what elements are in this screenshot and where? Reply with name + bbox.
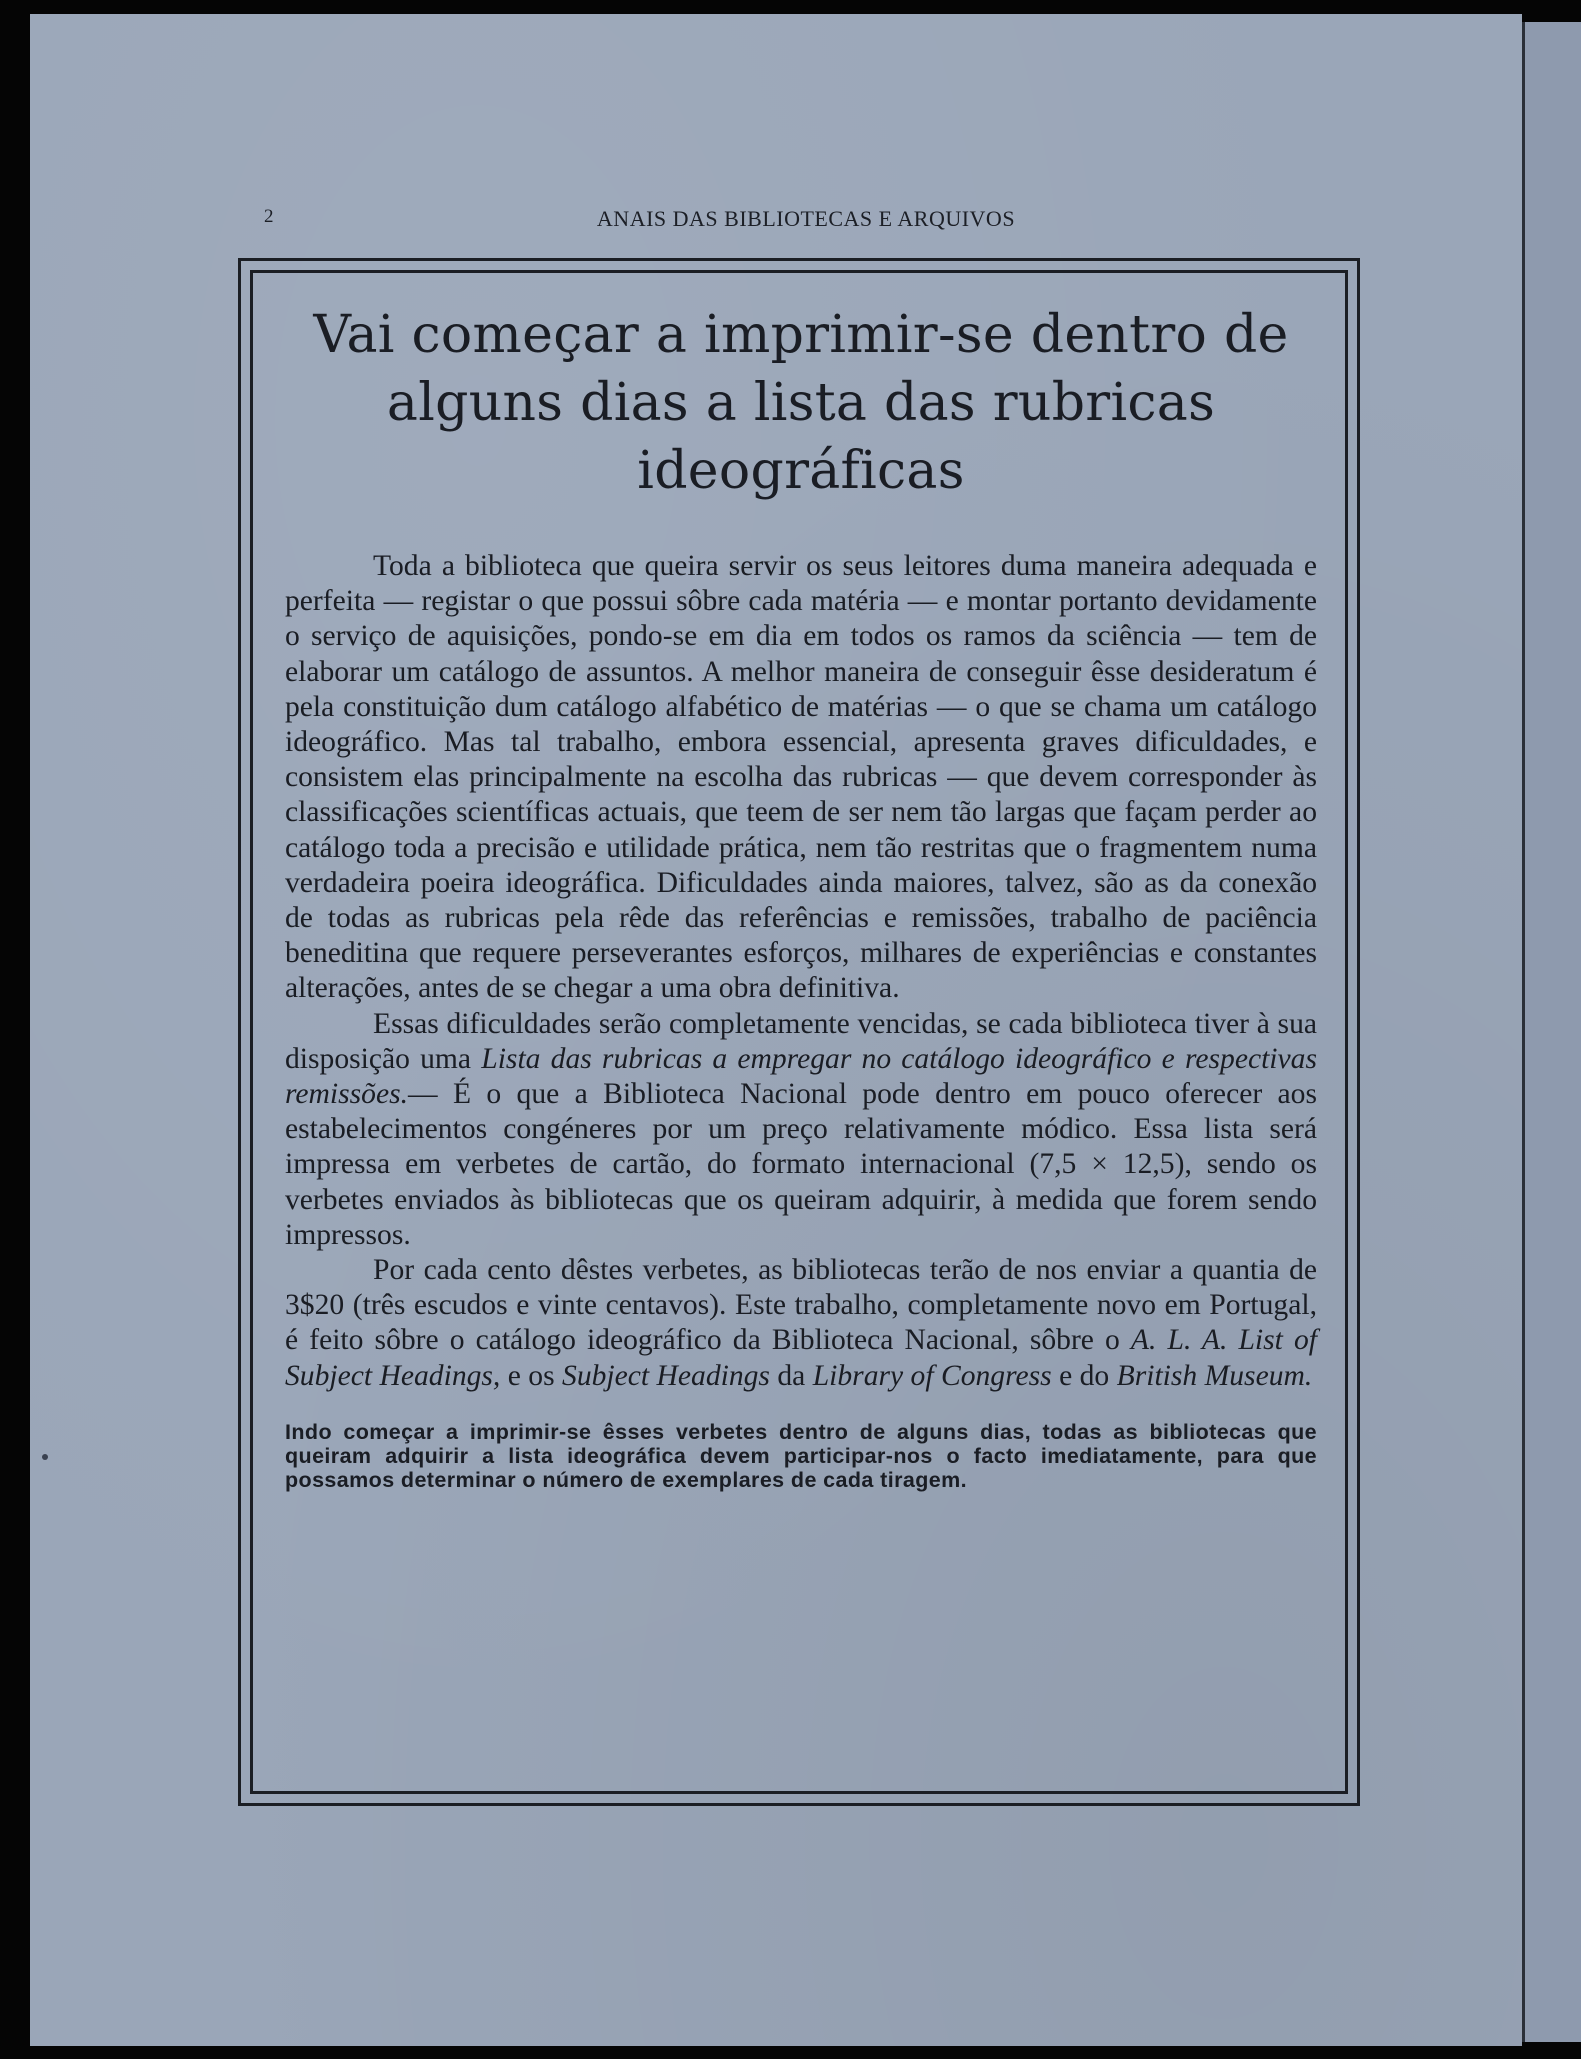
notice-headline: Vai começar a imprimir-se dentro de alguns dias a lista das rubricas ideográficas — [313, 305, 1289, 501]
page-number: 2 — [264, 206, 274, 227]
notice-body — [285, 549, 1317, 1394]
notice-content — [285, 301, 1317, 1771]
paragraph-2-start: Essas dificuldades serão completamente vencidas, se cada biblioteca tiver à sua disposição uma — [285, 1007, 1317, 1075]
notice-box — [250, 270, 1348, 1794]
paper-speck — [42, 1454, 48, 1460]
paragraph-3-mid-2: da — [777, 1359, 806, 1392]
running-head — [30, 206, 1522, 236]
paragraph-3-italic-4: British Museum. — [1116, 1359, 1313, 1392]
paragraph-2-italic: Lista das rubricas a empregar no catálogo ideográfico e respectivas remissões. — [285, 1042, 1317, 1111]
paragraph-3-italic-1: A. L. A. List of Subject Headings, — [285, 1324, 1317, 1392]
paragraph-3-start: Por cada cento dêstes verbetes, as bibliotecas terão de nos enviar a quantia de 3$20 (três escudos e vinte centavos). Este trabalho, completamente novo em Portugal, é feito sôbre o catálogo ideográfico da Biblioteca Nacional, sôbre o — [285, 1254, 1317, 1357]
adjacent-page-edge — [1522, 22, 1581, 2042]
paragraph-3-italic-2: Subject Headings — [562, 1359, 770, 1392]
paragraph-2 — [285, 1007, 1317, 1253]
paragraph-3-italic-3: Library of Congress — [812, 1359, 1052, 1392]
paragraph-2-end: — É o que a Biblioteca Nacional pode dentro em pouco oferecer aos estabelecimentos congéneres por um preço relativamente módico. Essa lista será impressa em verbetes de cartão, do formato internacional (7,5 × 12,5), sendo os verbetes enviados às bibliotecas que os queiram adquirir, à medida que forem sendo impressos. — [285, 1078, 1317, 1251]
journal-title: ANAIS DAS BIBLIOTECAS E ARQUIVOS — [596, 206, 1016, 231]
closing-notice: Indo começar a imprimir-se êsses verbetes dentro de alguns dias, todas as bibliotecas que queiram adquirir a lista ideográfica devem participar-nos o facto imediatamente, para que possamos determinar o número de exemplares de cada tiragem. — [285, 1419, 1317, 1492]
document-page — [30, 14, 1522, 2046]
paragraph-3-mid-3: e do — [1059, 1359, 1110, 1392]
paragraph-1: Toda a biblioteca que queira servir os seus leitores duma maneira adequada e perfeita — registar o que possui sôbre cada matéria — e montar portanto devidamente o serviço de aquisições, pondo-se em dia em todos os ramos da sciência — tem de elaborar um catálogo de assuntos. A melhor maneira de conseguir êsse desideratum é pela constituição dum catálogo alfabético de matérias — o que se chama um catálogo ideográfico. Mas tal trabalho, embora essencial, apresenta graves dificuldades, e consistem elas principalmente na escolha das rubricas — que devem corresponder às classificações scientíficas actuais, que teem de ser nem tão largas que façam perder ao catálogo toda a precisão e utilidade prática, nem tão restritas que o fragmentem numa verdadeira poeira ideográfica. Dificuldades ainda maiores, talvez, são as da conexão de todas as rubricas pela rêde das referências e remissões, trabalho de paciência beneditina que requere perseverantes esforços, milhares de experiências e constantes alterações, antes de se chegar a uma obra definitiva. — [285, 550, 1317, 1005]
paragraph-3-mid-1: e os — [507, 1359, 555, 1392]
paragraph-3 — [285, 1253, 1317, 1394]
